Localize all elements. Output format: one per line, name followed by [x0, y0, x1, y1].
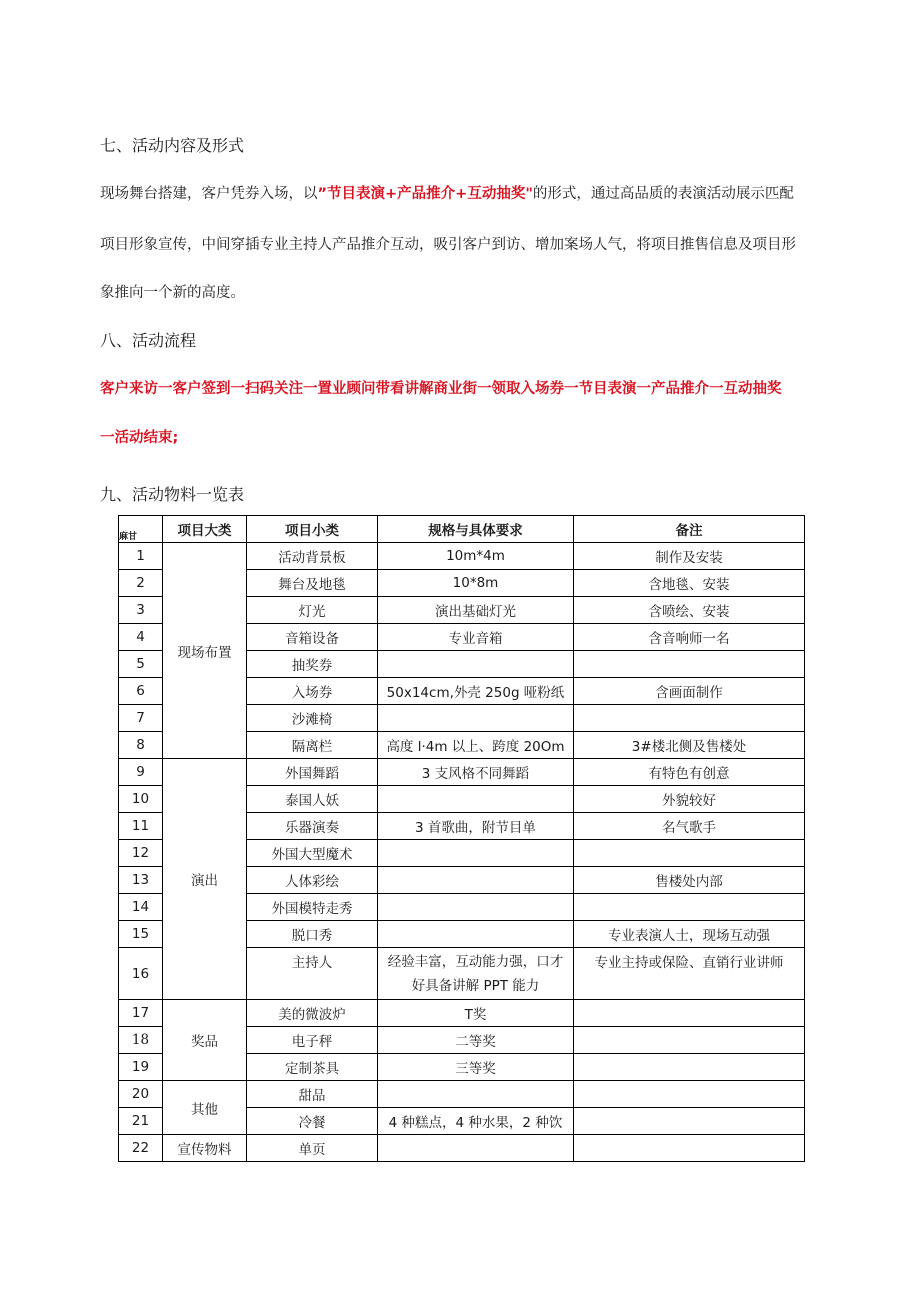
- note-cell: 专业表演人士，现场互动强: [574, 921, 805, 948]
- item-cell: 人体彩绘: [247, 867, 378, 894]
- section-7-paragraph-line-3: 象推向一个新的高度。: [100, 285, 245, 301]
- spec-cell: [378, 840, 574, 867]
- highlight-text: ”节目表演+产品推介+互动抽奖": [317, 186, 533, 202]
- note-cell: [574, 1027, 805, 1054]
- spec-cell: [378, 786, 574, 813]
- flow-line-1: 客户来访一客户签到一扫码关注一置业顾问带看讲解商业街一领取入场券一节目表演一产品推介一互动抽奖: [100, 381, 782, 397]
- section-8-heading: 八、活动流程: [100, 331, 197, 350]
- row-number: 20: [119, 1081, 163, 1108]
- category-cell: 奖品: [163, 1000, 247, 1081]
- spec-cell: 10*8m: [378, 570, 574, 597]
- note-cell: 售楼处内部: [574, 867, 805, 894]
- section-7-heading: 七、活动内容及形式: [100, 136, 245, 155]
- table-row: [119, 1081, 805, 1108]
- row-number: 2: [119, 570, 163, 597]
- row-number: 12: [119, 840, 163, 867]
- header-seq: 麻甘: [119, 516, 163, 543]
- header-category: 项目大类: [163, 516, 247, 543]
- row-number: 16: [119, 948, 163, 1000]
- spec-cell: [378, 921, 574, 948]
- item-cell: 外国模特走秀: [247, 894, 378, 921]
- row-number: 17: [119, 1000, 163, 1027]
- spec-cell: 50x14cm,外壳 250g 哑粉纸: [378, 678, 574, 705]
- row-number: 9: [119, 759, 163, 786]
- item-cell: 入场券: [247, 678, 378, 705]
- row-number: 18: [119, 1027, 163, 1054]
- item-cell: 电子秤: [247, 1027, 378, 1054]
- item-cell: 美的微波炉: [247, 1000, 378, 1027]
- item-cell: 灯光: [247, 597, 378, 624]
- item-cell: 脱口秀: [247, 921, 378, 948]
- row-number: 7: [119, 705, 163, 732]
- spec-cell: 专业音箱: [378, 624, 574, 651]
- category-cell: 演出: [163, 759, 247, 1000]
- flow-line-2: 一活动结束;: [100, 430, 179, 446]
- spec-cell: 3 支风格不同舞蹈: [378, 759, 574, 786]
- item-cell: 舞台及地毯: [247, 570, 378, 597]
- table-row: [119, 1135, 805, 1162]
- paragraph-text: 现场舞台搭建，客户凭券入场，以: [100, 186, 318, 202]
- item-cell: 甜品: [247, 1081, 378, 1108]
- note-cell: 有特色有创意: [574, 759, 805, 786]
- spec-cell: [378, 1081, 574, 1108]
- category-cell: 现场布置: [163, 543, 247, 759]
- note-cell: [574, 1054, 805, 1081]
- spec-cell: 二等奖: [378, 1027, 574, 1054]
- item-cell: 抽奖券: [247, 651, 378, 678]
- section-9-heading: 九、活动物料一览表: [100, 485, 245, 504]
- header-note: 备注: [574, 516, 805, 543]
- spec-cell: [378, 894, 574, 921]
- item-cell: 音箱设备: [247, 624, 378, 651]
- note-cell: 外貌较好: [574, 786, 805, 813]
- header-spec: 规格与具体要求: [378, 516, 574, 543]
- note-cell: [574, 894, 805, 921]
- row-number: 13: [119, 867, 163, 894]
- note-cell: [574, 705, 805, 732]
- note-cell: [574, 1081, 805, 1108]
- materials-table: [118, 515, 805, 1162]
- spec-cell: 三等奖: [378, 1054, 574, 1081]
- row-number: 14: [119, 894, 163, 921]
- note-cell: 专业主持或保险、直销行业讲师: [574, 948, 805, 1000]
- row-number: 15: [119, 921, 163, 948]
- row-number: 10: [119, 786, 163, 813]
- table-row: [119, 759, 805, 786]
- note-cell: [574, 651, 805, 678]
- row-number: 1: [119, 543, 163, 570]
- table-row: [119, 543, 805, 570]
- row-number: 21: [119, 1108, 163, 1135]
- section-7-paragraph-line-2: 项目形象宣传，中间穿插专业主持人产品推介互动，吸引客户到访、增加案场人气，将项目推售信息及项目形: [100, 237, 796, 253]
- note-cell: 含画面制作: [574, 678, 805, 705]
- table-row: [119, 1000, 805, 1027]
- item-cell: 外国大型魔术: [247, 840, 378, 867]
- spec-cell: [378, 1135, 574, 1162]
- spec-cell: 高度 l·4m 以上、跨度 20Om: [378, 732, 574, 759]
- spec-cell: 10m*4m: [378, 543, 574, 570]
- item-cell: 隔离栏: [247, 732, 378, 759]
- section-7-paragraph-line-1: [100, 182, 840, 203]
- paragraph-text: 的形式，通过高品质的表演活动展示匹配: [532, 186, 794, 202]
- item-cell: 单页: [247, 1135, 378, 1162]
- spec-cell: 经验丰富，互动能力强，口才好具备讲解 PPT 能力: [378, 948, 574, 1000]
- note-cell: [574, 1108, 805, 1135]
- row-number: 3: [119, 597, 163, 624]
- row-number: 4: [119, 624, 163, 651]
- note-cell: 含喷绘、安装: [574, 597, 805, 624]
- spec-cell: 3 首歌曲，附节目单: [378, 813, 574, 840]
- note-cell: 含音响师一名: [574, 624, 805, 651]
- note-cell: 名气歌手: [574, 813, 805, 840]
- category-cell: 其他: [163, 1081, 247, 1135]
- item-cell: 冷餐: [247, 1108, 378, 1135]
- item-cell: 乐器演奏: [247, 813, 378, 840]
- note-cell: 3#楼北侧及售楼处: [574, 732, 805, 759]
- spec-cell: [378, 651, 574, 678]
- header-item: 项目小类: [247, 516, 378, 543]
- row-number: 5: [119, 651, 163, 678]
- item-cell: 沙滩椅: [247, 705, 378, 732]
- item-cell: 泰国人妖: [247, 786, 378, 813]
- row-number: 6: [119, 678, 163, 705]
- category-cell: 宣传物料: [163, 1135, 247, 1162]
- spec-cell: 4 种糕点，4 种水果，2 种饮: [378, 1108, 574, 1135]
- note-cell: [574, 840, 805, 867]
- table-header-row: [119, 516, 805, 543]
- row-number: 22: [119, 1135, 163, 1162]
- spec-cell: [378, 867, 574, 894]
- note-cell: [574, 1000, 805, 1027]
- note-cell: 含地毯、安装: [574, 570, 805, 597]
- spec-cell: 演出基础灯光: [378, 597, 574, 624]
- row-number: 11: [119, 813, 163, 840]
- row-number: 19: [119, 1054, 163, 1081]
- spec-cell: T奖: [378, 1000, 574, 1027]
- row-number: 8: [119, 732, 163, 759]
- item-cell: 活动背景板: [247, 543, 378, 570]
- item-cell: 定制茶具: [247, 1054, 378, 1081]
- note-cell: [574, 1135, 805, 1162]
- item-cell: 主持人: [247, 948, 378, 1000]
- spec-cell: [378, 705, 574, 732]
- item-cell: 外国舞蹈: [247, 759, 378, 786]
- note-cell: 制作及安装: [574, 543, 805, 570]
